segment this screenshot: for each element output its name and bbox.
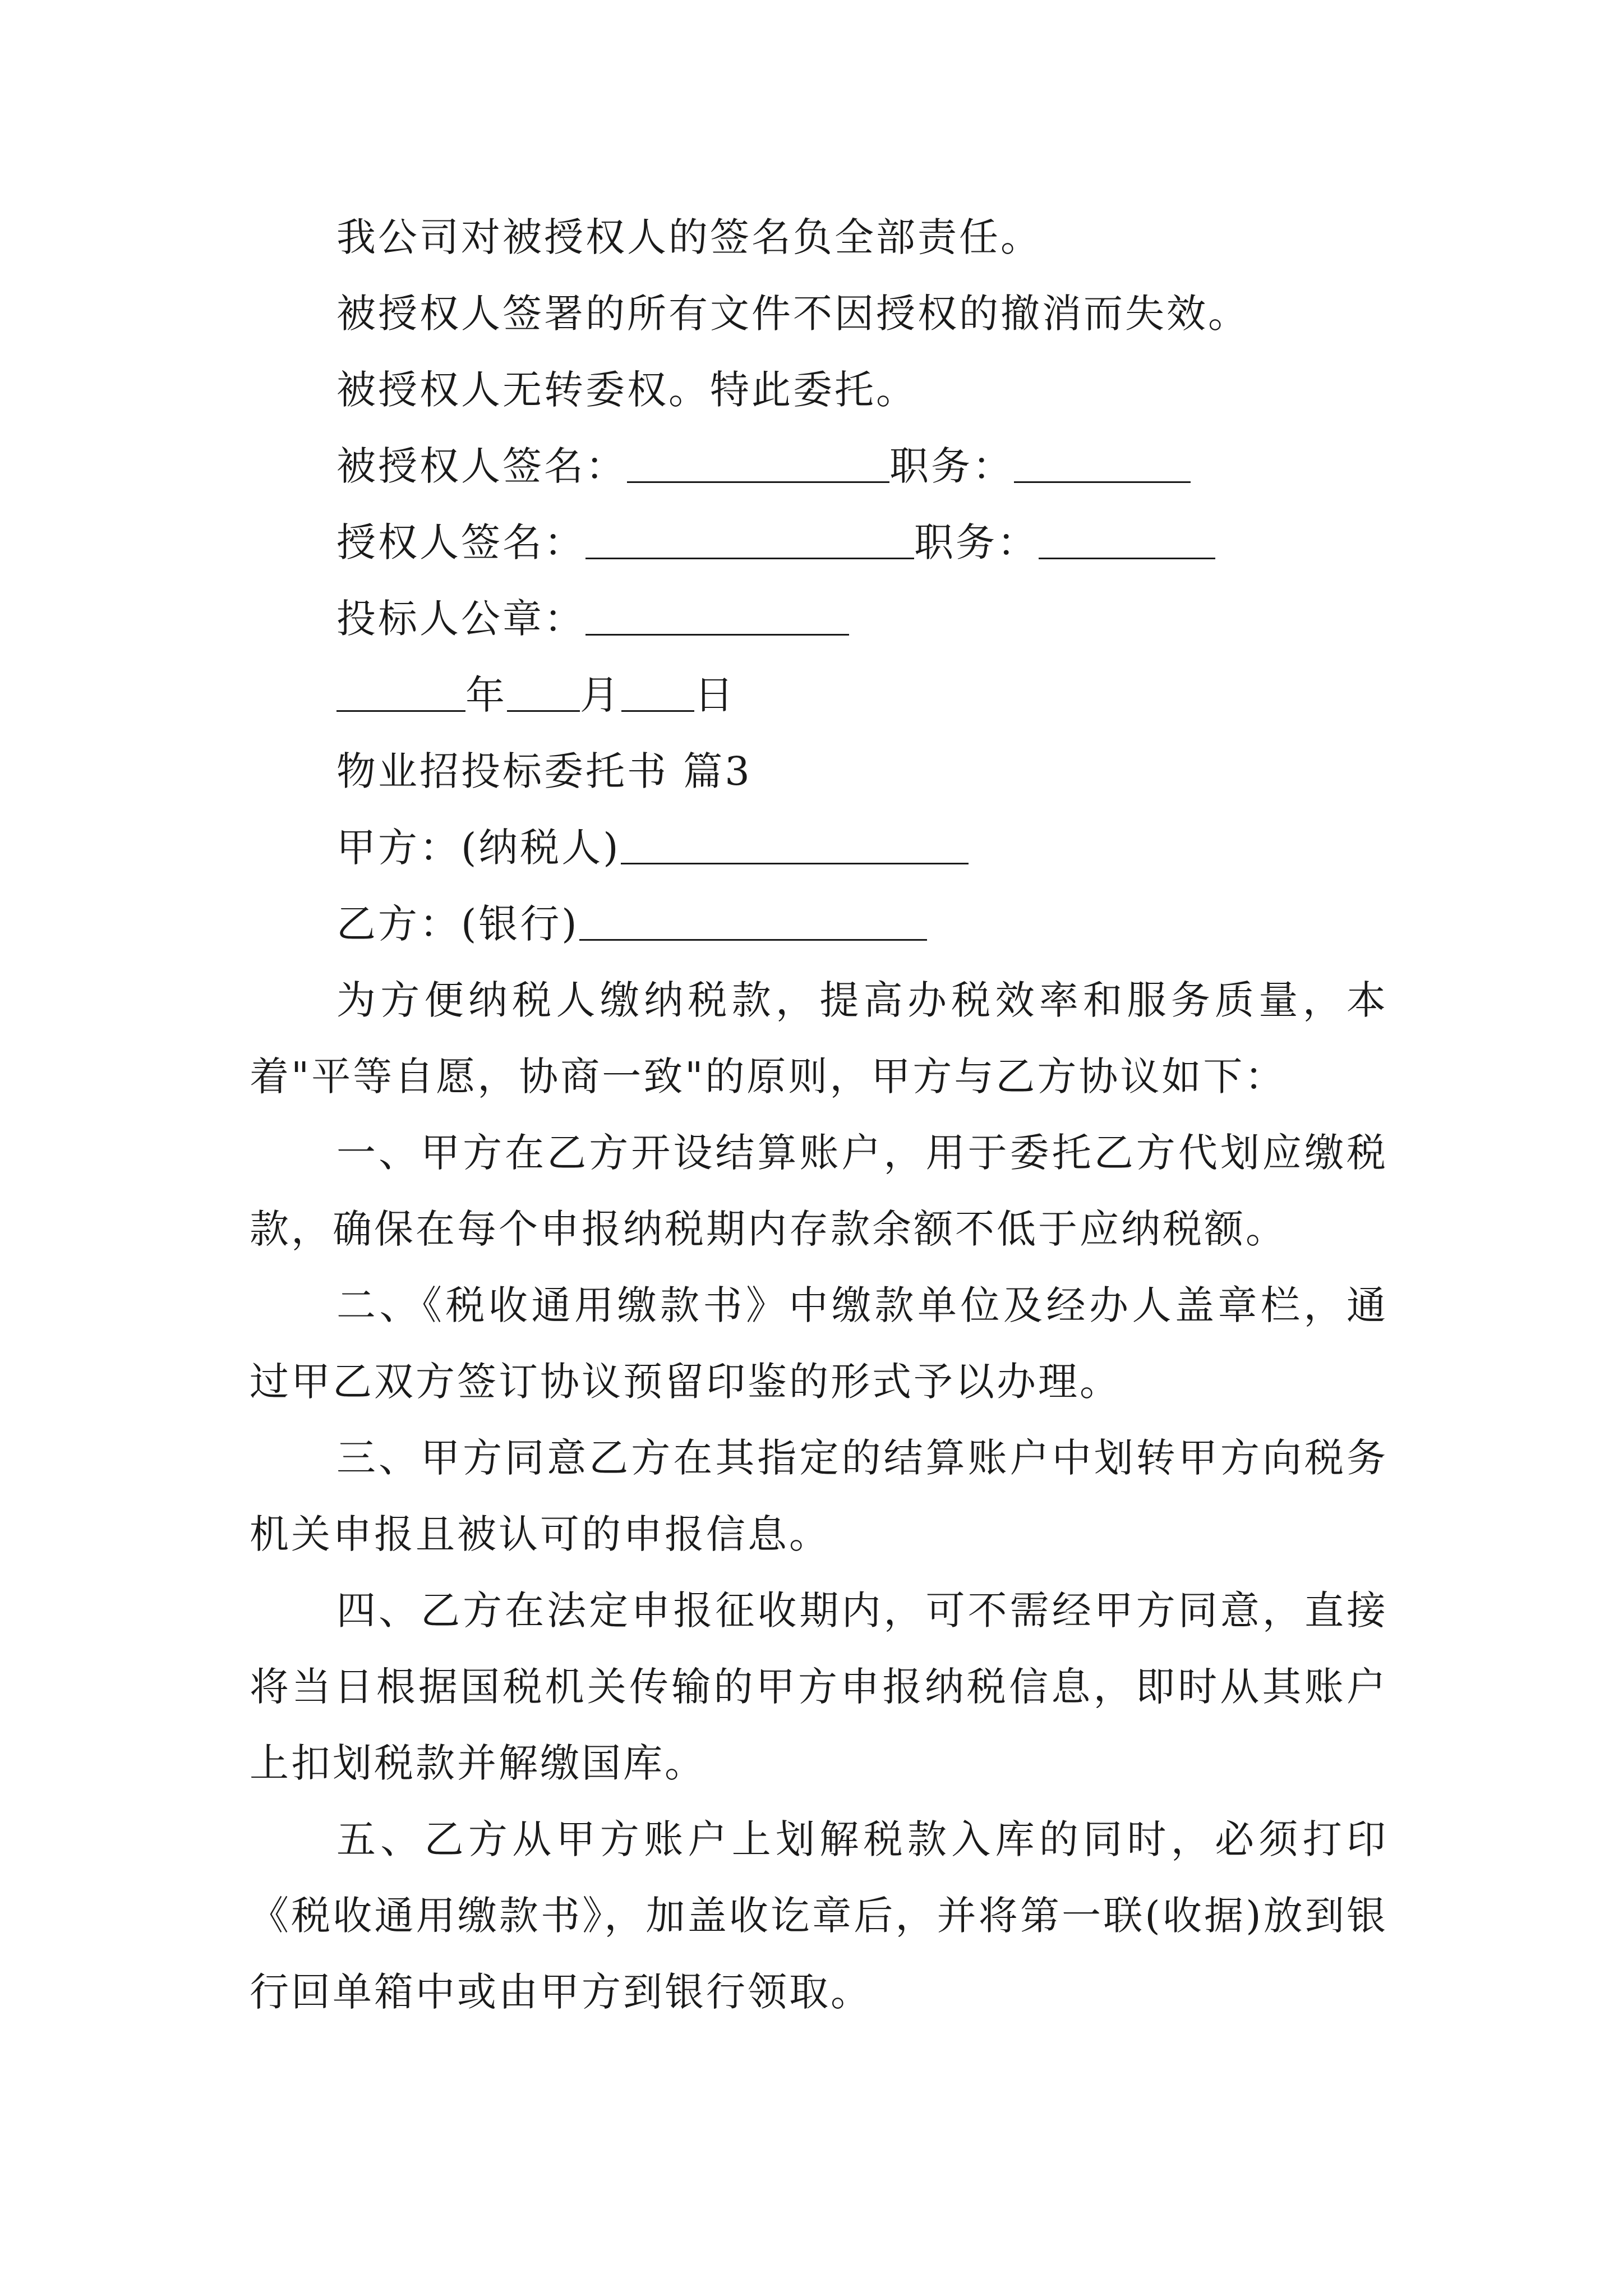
authorized-signature-label: 被授权人签名： (336, 443, 627, 489)
authorizer-position-label: 职务： (914, 519, 1039, 565)
authorized-signature-row (250, 428, 1388, 504)
clause-5-paragraph: 五、乙方从甲方账户上划解税款入库的同时，必须打印《税收通用缴款书》，加盖收讫章后，并将第一联(收据)放到银行回单箱中或由甲方到银行领取。 (250, 1816, 1388, 2015)
date-row (250, 657, 1388, 733)
validity-line: 被授权人签署的所有文件不因授权的撤消而失效。 (336, 291, 1249, 337)
day-blank (621, 671, 694, 712)
party-b-row (250, 886, 1388, 962)
intro-paragraph: 为方便纳税人缴纳税款，提高办税效率和服务质量，本着"平等自愿，协商一致"的原则，甲方与乙方协议如下： (250, 977, 1388, 1099)
party-a-blank (621, 823, 969, 864)
clause-4-paragraph: 四、乙方在法定申报征收期内，可不需经甲方同意，直接将当日根据国税机关传输的甲方申报纳税信息，即时从其账户上扣划税款并解缴国库。 (250, 1588, 1388, 1786)
clause-1-paragraph: 一、甲方在乙方开设结算账户，用于委托乙方代划应缴税款，确保在每个申报纳税期内存款余额不低于应纳税额。 (250, 1130, 1388, 1252)
document-content (250, 199, 1388, 2030)
bidder-seal-blank (585, 595, 849, 636)
party-b-blank (579, 900, 927, 941)
month-blank (507, 671, 580, 712)
clause-3-paragraph: 三、甲方同意乙方在其指定的结算账户中划转甲方向税务机关申报且被认可的申报信息。 (250, 1435, 1388, 1557)
section-title: 物业招投标委托书 篇3 (336, 748, 752, 794)
bidder-seal-row (250, 581, 1388, 657)
authorized-signature-blank (627, 442, 889, 483)
authorizer-signature-row (250, 504, 1388, 581)
party-b-label: 乙方：(银行) (336, 901, 579, 947)
party-a-row (250, 809, 1388, 886)
authorizer-position-blank (1039, 518, 1215, 559)
authorized-position-blank (1014, 442, 1191, 483)
authorized-position-label: 职务： (889, 443, 1014, 489)
no-transfer-line: 被授权人无转委权。特此委托。 (336, 367, 917, 413)
responsibility-line: 我公司对被授权人的签名负全部责任。 (336, 214, 1042, 260)
clause-2-paragraph: 二、《税收通用缴款书》中缴款单位及经办人盖章栏，通过甲乙双方签订协议预留印鉴的形式予以办理。 (250, 1282, 1388, 1405)
authorizer-signature-blank (585, 518, 914, 559)
year-label: 年 (465, 672, 507, 718)
month-label: 月 (580, 672, 621, 718)
bidder-seal-label: 投标人公章： (336, 596, 585, 642)
year-blank (336, 671, 465, 712)
authorizer-signature-label: 授权人签名： (336, 519, 585, 565)
party-a-label: 甲方：(纳税人) (336, 825, 621, 871)
day-label: 日 (694, 672, 736, 718)
